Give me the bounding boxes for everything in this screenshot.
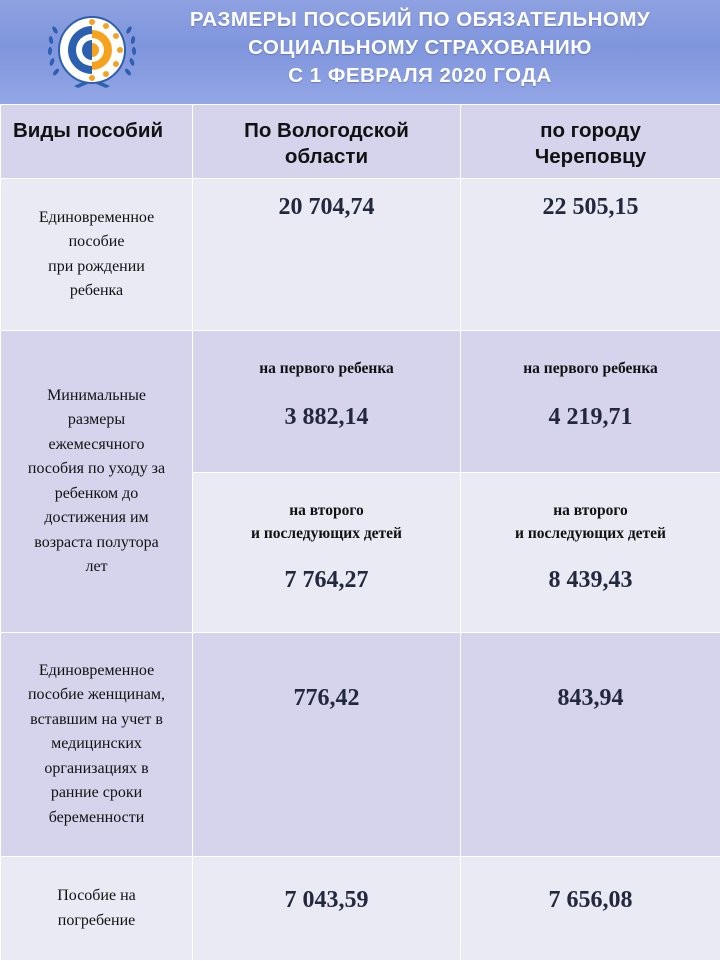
- label-line: при рождении: [1, 255, 192, 280]
- value-burial-cherepovets: 7 656,08: [461, 857, 720, 961]
- benefit-label-birth: [1, 179, 193, 331]
- label-line: Единовременное: [1, 206, 192, 231]
- header-label: По Вологодской: [193, 118, 460, 144]
- label-line: пособие: [1, 230, 192, 255]
- sublabel-line: на второго: [461, 499, 720, 522]
- benefits-table: [0, 104, 720, 961]
- sublabel-line: и последующих детей: [193, 522, 460, 545]
- value-early-vologda: 776,42: [193, 633, 461, 857]
- value-birth-cherepovets: 22 505,15: [461, 179, 720, 331]
- value-monthly-second-cherepovets: 8 439,43: [461, 567, 720, 594]
- label-line: возраста полутора: [1, 531, 192, 556]
- label-line: лет: [1, 555, 192, 580]
- benefit-label-monthly: [1, 331, 193, 633]
- sublabel-line: и последующих детей: [461, 522, 720, 545]
- table-header-row: [1, 105, 720, 179]
- label-line: погребение: [1, 909, 192, 934]
- label-line: Единовременное: [1, 659, 192, 684]
- page-title: [150, 6, 690, 90]
- label-line: организациях в: [1, 757, 192, 782]
- table-row: [1, 331, 720, 473]
- label-line: размеры: [1, 408, 192, 433]
- benefit-label-early-registration: [1, 633, 193, 857]
- title-line: СОЦИАЛЬНОМУ СТРАХОВАНИЮ: [150, 34, 690, 62]
- sublabel-first-child: на первого ребенка: [461, 357, 720, 380]
- label-line: медицинских: [1, 732, 192, 757]
- value-birth-vologda: 20 704,74: [193, 179, 461, 331]
- table-row: [1, 633, 720, 857]
- label-line: беременности: [1, 806, 192, 831]
- sublabel-second-child: [193, 499, 460, 545]
- label-line: Минимальные: [1, 384, 192, 409]
- table-row: [1, 857, 720, 961]
- cell-monthly-first-vologda: [193, 331, 461, 473]
- header-vologda-region: [193, 105, 461, 179]
- label-line: ежемесячного: [1, 433, 192, 458]
- label-line: пособия по уходу за: [1, 457, 192, 482]
- label-line: вставшим на учет в: [1, 708, 192, 733]
- header-cherepovets: [461, 105, 720, 179]
- benefit-label-burial: [1, 857, 193, 961]
- fss-emblem-icon: [44, 6, 140, 96]
- cell-monthly-second-cherepovets: [461, 473, 720, 633]
- label-line: ребенком до: [1, 482, 192, 507]
- title-line: РАЗМЕРЫ ПОСОБИЙ ПО ОБЯЗАТЕЛЬНОМУ: [150, 6, 690, 34]
- value-early-cherepovets: 843,94: [461, 633, 720, 857]
- label-line: пособие женщинам,: [1, 683, 192, 708]
- label-line: Пособие на: [1, 884, 192, 909]
- cell-monthly-first-cherepovets: [461, 331, 720, 473]
- value-monthly-first-vologda: 3 882,14: [193, 404, 460, 431]
- label-line: достижения им: [1, 506, 192, 531]
- value-monthly-second-vologda: 7 764,27: [193, 567, 460, 594]
- sublabel-first-child: на первого ребенка: [193, 357, 460, 380]
- cell-monthly-second-vologda: [193, 473, 461, 633]
- header-label: Виды пособий: [13, 119, 163, 142]
- label-line: ребенка: [1, 279, 192, 304]
- header-benefit-types: [1, 105, 193, 179]
- sublabel-line: на второго: [193, 499, 460, 522]
- header-label: по городу: [461, 118, 720, 144]
- value-burial-vologda: 7 043,59: [193, 857, 461, 961]
- header-label: Череповцу: [461, 144, 720, 170]
- table-row: [1, 179, 720, 331]
- sublabel-second-child: [461, 499, 720, 545]
- header-banner: [0, 0, 720, 104]
- label-line: ранние сроки: [1, 781, 192, 806]
- value-monthly-first-cherepovets: 4 219,71: [461, 404, 720, 431]
- header-label: области: [193, 144, 460, 170]
- title-line: С 1 ФЕВРАЛЯ 2020 ГОДА: [150, 62, 690, 90]
